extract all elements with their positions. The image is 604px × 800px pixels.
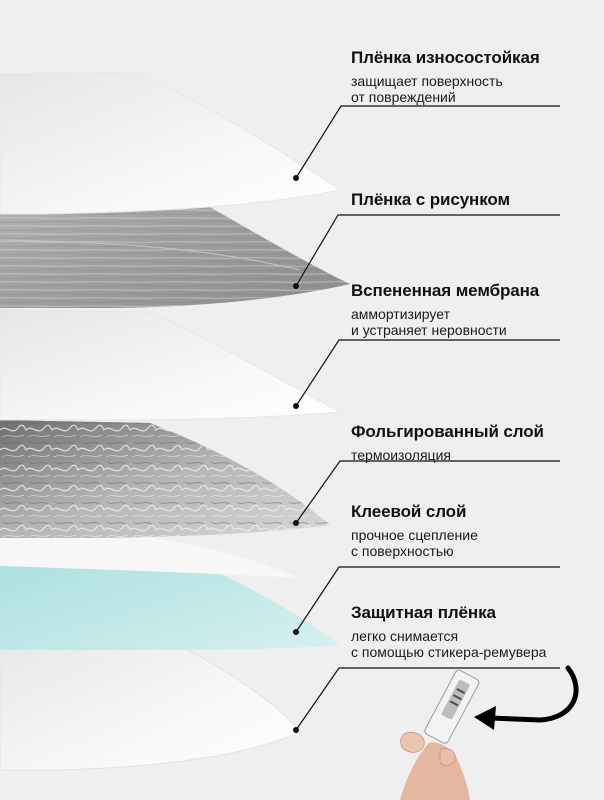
sticker-remover-icon	[423, 669, 480, 745]
label-title: Защитная плёнка	[351, 603, 496, 622]
label-description: защищает поверхность от повреждений	[351, 73, 503, 105]
label-title: Клеевой слой	[351, 502, 467, 521]
label-description: легко снимается с помощью стикера-ремувера	[351, 628, 547, 660]
label-description: прочное сцепление с поверхностью	[351, 527, 478, 559]
label-wear	[351, 48, 601, 105]
leader-line-pattern	[296, 215, 560, 286]
curved-arrow-icon	[490, 668, 576, 720]
label-pattern	[351, 190, 601, 210]
leader-line-foam	[296, 340, 560, 406]
layer-sheet-foam	[0, 310, 340, 420]
label-description: аммортизирует и устраняет неровности	[351, 306, 507, 338]
label-foam	[351, 281, 601, 338]
label-title: Вспененная мембрана	[351, 281, 540, 300]
layer-sheet-wear	[0, 72, 340, 214]
label-title: Плёнка с рисунком	[351, 190, 510, 209]
label-title: Плёнка износостойкая	[351, 48, 540, 67]
label-adhesive	[351, 502, 601, 559]
label-protective	[351, 603, 601, 660]
hand-icon	[400, 732, 470, 800]
label-foil	[351, 422, 601, 463]
label-title: Фольгированный слой	[351, 422, 544, 441]
label-description: термоизоляция	[351, 447, 451, 463]
leader-line-wear	[296, 106, 560, 178]
arrow-head-icon	[474, 706, 496, 730]
